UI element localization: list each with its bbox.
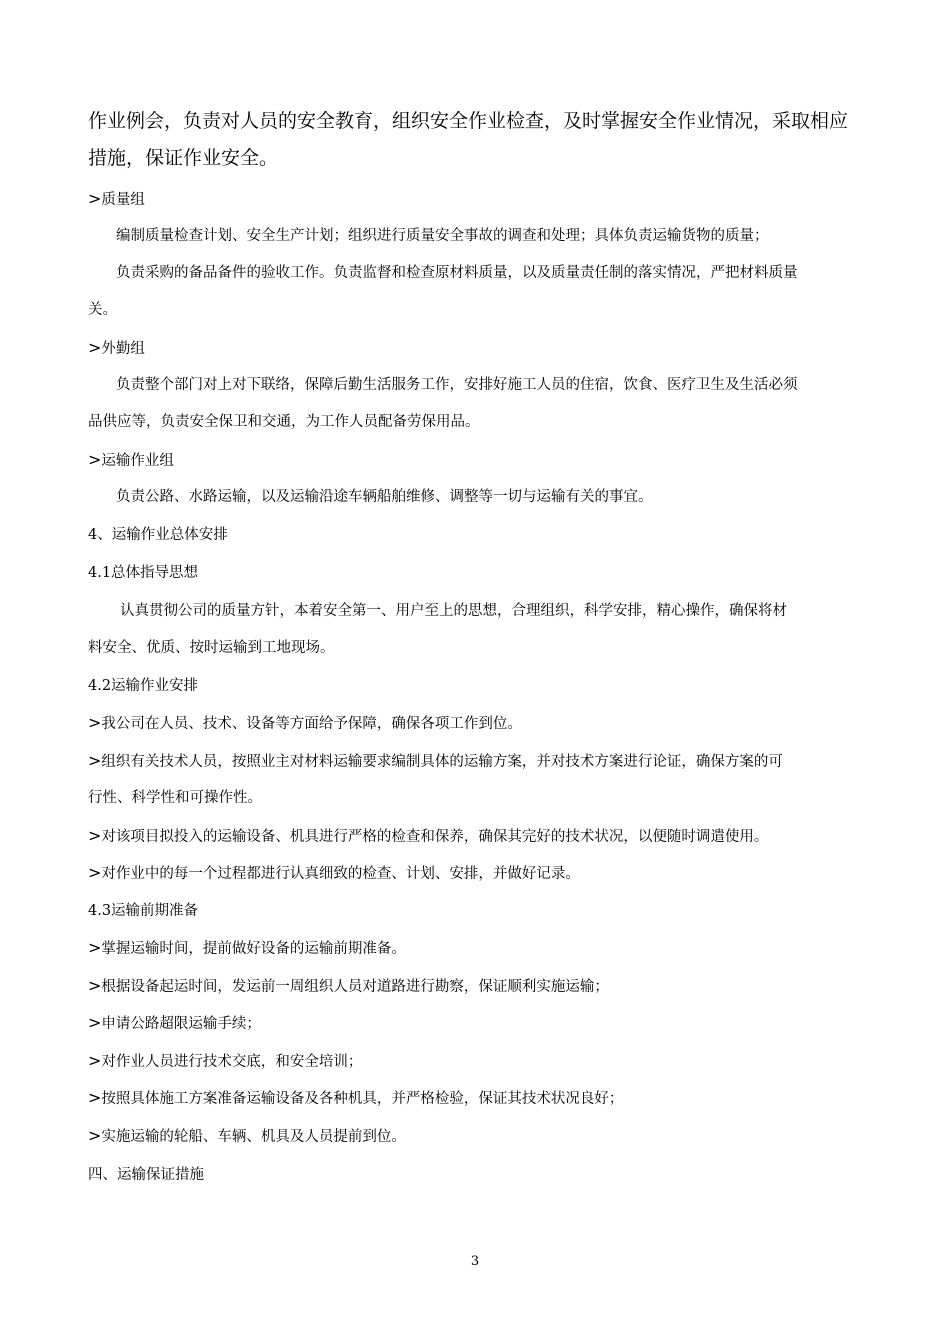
paragraph-line: 料安全、优质、按时运输到工地现场。 [88, 640, 335, 656]
paragraph-line: 负责采购的备品备件的验收工作。负责监督和检查原材料质量，以及质量责任制的落实情况，严把材料质量 [116, 265, 798, 281]
paragraph-line: 认真贯彻公司的质量方针，本着安全第一、用户至上的思想，合理组织，科学安排，精心操作，确保将材 [120, 603, 787, 619]
paragraph-line: 负责整个部门对上对下联络，保障后勤生活服务工作，安排好施工人员的住宿，饮食、医疗卫生及生活必须 [116, 377, 798, 393]
page-number: 3 [470, 1254, 480, 1269]
paragraph-line: 编制质量检查计划、安全生产计划；组织进行质量安全事故的调查和处理；具体负责运输货物的质量； [116, 228, 769, 244]
bullet-item: >组织有关技术人员，按照业主对材料运输要求编制具体的运输方案，并对技术方案进行论证，确保方案的可 [88, 751, 783, 770]
subsection-heading: 4.1总体指导思想 [88, 565, 199, 581]
section-heading-transport-group: >运输作业组 [88, 450, 174, 469]
subsection-heading: 4.3运输前期准备 [88, 903, 199, 919]
paragraph-line: 品供应等，负责安全保卫和交通，为工作人员配备劳保用品。 [88, 414, 480, 430]
paragraph-line: 关。 [88, 302, 117, 318]
paragraph-line: 行性、科学性和可操作性。 [88, 790, 262, 806]
bullet-item: >我公司在人员、技术、设备等方面给予保障，确保各项工作到位。 [88, 713, 522, 732]
arrow-bullet-icon: > [88, 751, 102, 770]
arrow-bullet-icon: > [88, 1088, 102, 1107]
arrow-bullet-icon: > [88, 1013, 102, 1032]
bullet-item: >按照具体施工方案准备运输设备及各种机具，并严格检验，保证其技术状况良好； [88, 1088, 624, 1107]
bullet-item: >根据设备起运时间，发运前一周组织人员对道路进行勘察，保证顺利实施运输； [88, 976, 609, 995]
section-heading-quality-group: >质量组 [88, 189, 145, 208]
arrow-bullet-icon: > [88, 1051, 102, 1070]
arrow-bullet-icon: > [88, 713, 102, 732]
arrow-bullet-icon: > [88, 450, 102, 469]
arrow-bullet-icon: > [88, 938, 102, 957]
arrow-bullet-icon: > [88, 189, 102, 208]
bullet-item: >掌握运输时间，提前做好设备的运输前期准备。 [88, 938, 406, 957]
arrow-bullet-icon: > [88, 863, 102, 882]
bullet-item: >对作业中的每一个过程都进行认真细致的检查、计划、安排，并做好记录。 [88, 863, 580, 882]
bullet-item: >申请公路超限运输手续； [88, 1013, 261, 1032]
paragraph-line: 负责公路、水路运输，以及运输沿途车辆船舶维修、调整等一切与运输有关的事宜。 [116, 489, 653, 505]
bullet-item: >对该项目拟投入的运输设备、机具进行严格的检查和保养，确保其完好的技术状况，以便随时调遣使用。 [88, 826, 769, 845]
arrow-bullet-icon: > [88, 1126, 102, 1145]
bullet-item: >实施运输的轮船、车辆、机具及人员提前到位。 [88, 1126, 406, 1145]
section-heading-field-group: >外勤组 [88, 338, 145, 357]
section-heading: 四、运输保证措施 [88, 1167, 204, 1183]
section-heading: 4、运输作业总体安排 [88, 527, 228, 543]
paragraph-line: 措施，保证作业安全。 [88, 147, 279, 169]
subsection-heading: 4.2运输作业安排 [88, 678, 199, 694]
arrow-bullet-icon: > [88, 976, 102, 995]
paragraph-line: 作业例会，负责对人员的安全教育，组织安全作业检查，及时掌握安全作业情况，采取相应 [88, 110, 849, 132]
arrow-bullet-icon: > [88, 826, 102, 845]
arrow-bullet-icon: > [88, 338, 102, 357]
bullet-item: >对作业人员进行技术交底，和安全培训； [88, 1051, 363, 1070]
